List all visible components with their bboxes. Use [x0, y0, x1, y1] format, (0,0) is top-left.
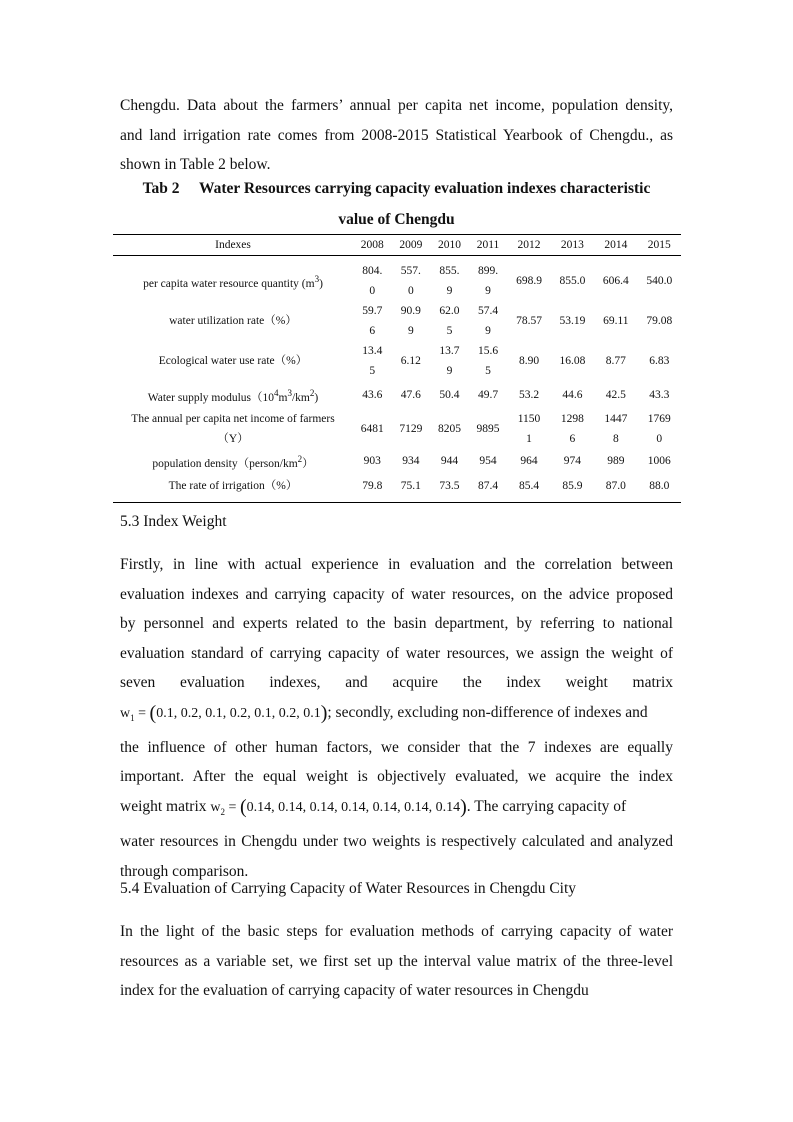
indexes-table	[113, 234, 681, 503]
table-cell: 1447 8	[604, 413, 628, 445]
table-cell: 6481	[360, 423, 384, 435]
header-indexes: Indexes	[113, 235, 353, 256]
table-cell: 53.19	[559, 315, 586, 327]
text-line: evaluation standard of carrying capacity of water resources, we assign the weight of	[120, 644, 673, 662]
row-label: population $density(person/km^2)$	[152, 454, 314, 470]
table-cell: 8205	[437, 423, 461, 435]
table-cell: 62.0 5	[439, 305, 460, 337]
table-cell: 47.6	[400, 389, 421, 401]
table-cell: 15.6 5	[477, 345, 499, 377]
table-caption	[120, 173, 673, 235]
text-line: index for the evaluation of carrying capacity of water resources in Chengdu	[120, 982, 589, 999]
text-line: resources as a variable set, we first set up the interval value matrix of the three-level	[120, 952, 673, 970]
text-line-with-w2: weight matrix $w_2 = (0.14$, 0.14, 0.14, 0.14, 0.14, 0.14, 0.14). The carrying capacity of	[120, 795, 627, 818]
table-cell: 43.6	[362, 389, 383, 401]
table-cell: 79.8	[362, 479, 383, 492]
intro-line-3: shown in Table 2 below.	[120, 156, 271, 173]
section-heading-5-3: 5.3 Index Weight	[120, 513, 227, 530]
table-header-row	[113, 235, 681, 256]
table-cell: 903	[363, 455, 381, 468]
text-line: through comparison.	[120, 862, 249, 880]
table-caption-label: Tab 2	[142, 180, 180, 197]
row-label: water utilization rate（%）	[169, 315, 297, 327]
header-year: 2013	[551, 235, 594, 256]
table-caption-line-2: value of Chengdu	[338, 211, 455, 228]
table-caption-line-1: Water Resources carrying capacity evaluation indexes characteristic	[198, 180, 651, 197]
text-line: by personnel and experts related to the basin department, by referring to national	[120, 615, 673, 632]
table-cell: 9895	[476, 423, 500, 435]
table-cell: 88.0	[649, 479, 670, 492]
table-cell: 87.0	[605, 479, 626, 492]
header-year: 2011	[469, 235, 508, 256]
table-cell: 8.90	[518, 355, 540, 367]
row-label: Ecological water use rate（%）	[158, 355, 308, 367]
table-cell: 1769 0	[647, 413, 671, 445]
table-cell: 50.4	[439, 389, 460, 401]
table-cell: 59.7 6	[362, 305, 383, 337]
table-cell: 954	[479, 455, 497, 468]
table-cell: 1150 1	[517, 413, 541, 445]
row-label: The annual per capita net income of farmers （Y）	[131, 413, 335, 445]
table-cell: 698.9	[516, 275, 542, 287]
table-row	[113, 381, 681, 409]
weight-matrix-w2: $w_2 = (0.14$, 0.14, 0.14, 0.14, 0.14, 0.14, 0.14)	[210, 795, 467, 818]
table-cell: 540.0	[646, 275, 673, 287]
table-cell: 73.5	[439, 479, 460, 492]
table-cell: 75.1	[400, 479, 421, 492]
table-cell: 1006	[647, 455, 671, 468]
table-cell: 557. 0	[400, 265, 421, 297]
table-cell: 42.5	[605, 389, 626, 401]
header-year: 2014	[594, 235, 637, 256]
text-line: important. After the equal weight is objectively evaluated, we acquire the index	[120, 768, 673, 786]
table-cell: 57.4 9	[477, 305, 499, 337]
text-line: In the light of the basic steps for evaluation methods of carrying capacity of water	[120, 923, 673, 940]
table-cell: 69.11	[603, 315, 629, 327]
table-cell: 49.7	[477, 389, 499, 401]
section-5-3-paragraph	[120, 550, 673, 886]
header-year: 2009	[392, 235, 431, 256]
table-cell: 606.4	[602, 275, 629, 287]
table-cell: 6.83	[649, 355, 670, 367]
table-cell: 87.4	[477, 479, 499, 492]
table-cell: 899. 9	[477, 265, 499, 297]
table-cell: 53.2	[518, 389, 540, 401]
table-cell: 43.3	[649, 389, 670, 401]
table-row	[113, 409, 681, 449]
header-year: 2012	[507, 235, 550, 256]
text-line: Firstly, in line with actual experience in evaluation and the correlation between	[120, 556, 673, 573]
table-cell: 16.08	[559, 355, 586, 367]
row-label: The rate of irrigation（%）	[168, 479, 298, 492]
table-cell: 855. 9	[439, 265, 460, 297]
table-cell: 855.0	[559, 275, 586, 287]
weight-matrix-w1: $w_1 = (0.1$, 0.2, 0.1, 0.2, 0.1, 0.2, 0.1)	[120, 701, 328, 724]
table-cell: 1298 6	[560, 413, 584, 445]
intro-line-2: and land irrigation rate comes from 2008-2015 Statistical Yearbook of Chengdu., as	[120, 126, 673, 144]
table-cell: 85.9	[562, 479, 583, 492]
table-cell: 804. 0	[362, 265, 383, 297]
row-label: per capita water resource quantity $(m^3)$	[143, 273, 323, 290]
table-cell: 944	[440, 455, 459, 468]
table-cell: 8.77	[605, 355, 626, 367]
table-cell: 90.9 9	[400, 305, 421, 337]
table-cell: 78.57	[516, 315, 542, 327]
table-cell: 964	[520, 455, 538, 468]
table-row	[113, 256, 681, 302]
header-year: 2008	[353, 235, 392, 256]
intro-paragraph	[120, 91, 673, 180]
section-5-4-paragraph	[120, 917, 673, 1006]
table-cell: 85.4	[518, 479, 540, 492]
table-row	[113, 341, 681, 381]
intro-line-1: Chengdu. Data about the farmers’ annual per capita net income, population density,	[120, 97, 673, 114]
table-cell: 6.12	[400, 355, 421, 367]
table-row	[113, 449, 681, 474]
text-line: evaluation indexes and carrying capacity of water resources, on the advice proposed	[120, 585, 673, 603]
table-cell: 7129	[399, 423, 423, 435]
table-cell: 44.6	[562, 389, 583, 401]
table-cell: 13.4 5	[362, 345, 383, 377]
table-cell: 13.7 9	[439, 345, 460, 377]
table-cell: 934	[402, 455, 420, 468]
table-row	[113, 474, 681, 503]
row-label: Water supply $modulus(10^4m^3/km^2)$	[147, 387, 319, 404]
header-year: 2015	[638, 235, 681, 256]
table-cell: 989	[607, 455, 625, 468]
text-line: seven evaluation indexes, and acquire the index weight matrix	[120, 674, 673, 691]
table-row	[113, 301, 681, 341]
text-line-with-w1: $w_1 = (0.1$, 0.2, 0.1, 0.2, 0.1, 0.2, 0.1); secondly, excluding non-difference of indexes and	[120, 701, 648, 724]
header-year: 2010	[430, 235, 469, 256]
text-line: the influence of other human factors, we consider that the 7 indexes are equally	[120, 738, 673, 756]
table-cell: 974	[563, 455, 582, 468]
section-heading-5-4: 5.4 Evaluation of Carrying Capacity of Water Resources in Chengdu City	[120, 880, 577, 897]
text-line: water resources in Chengdu under two weights is respectively calculated and analyzed	[120, 833, 673, 851]
table-cell: 79.08	[646, 315, 673, 327]
